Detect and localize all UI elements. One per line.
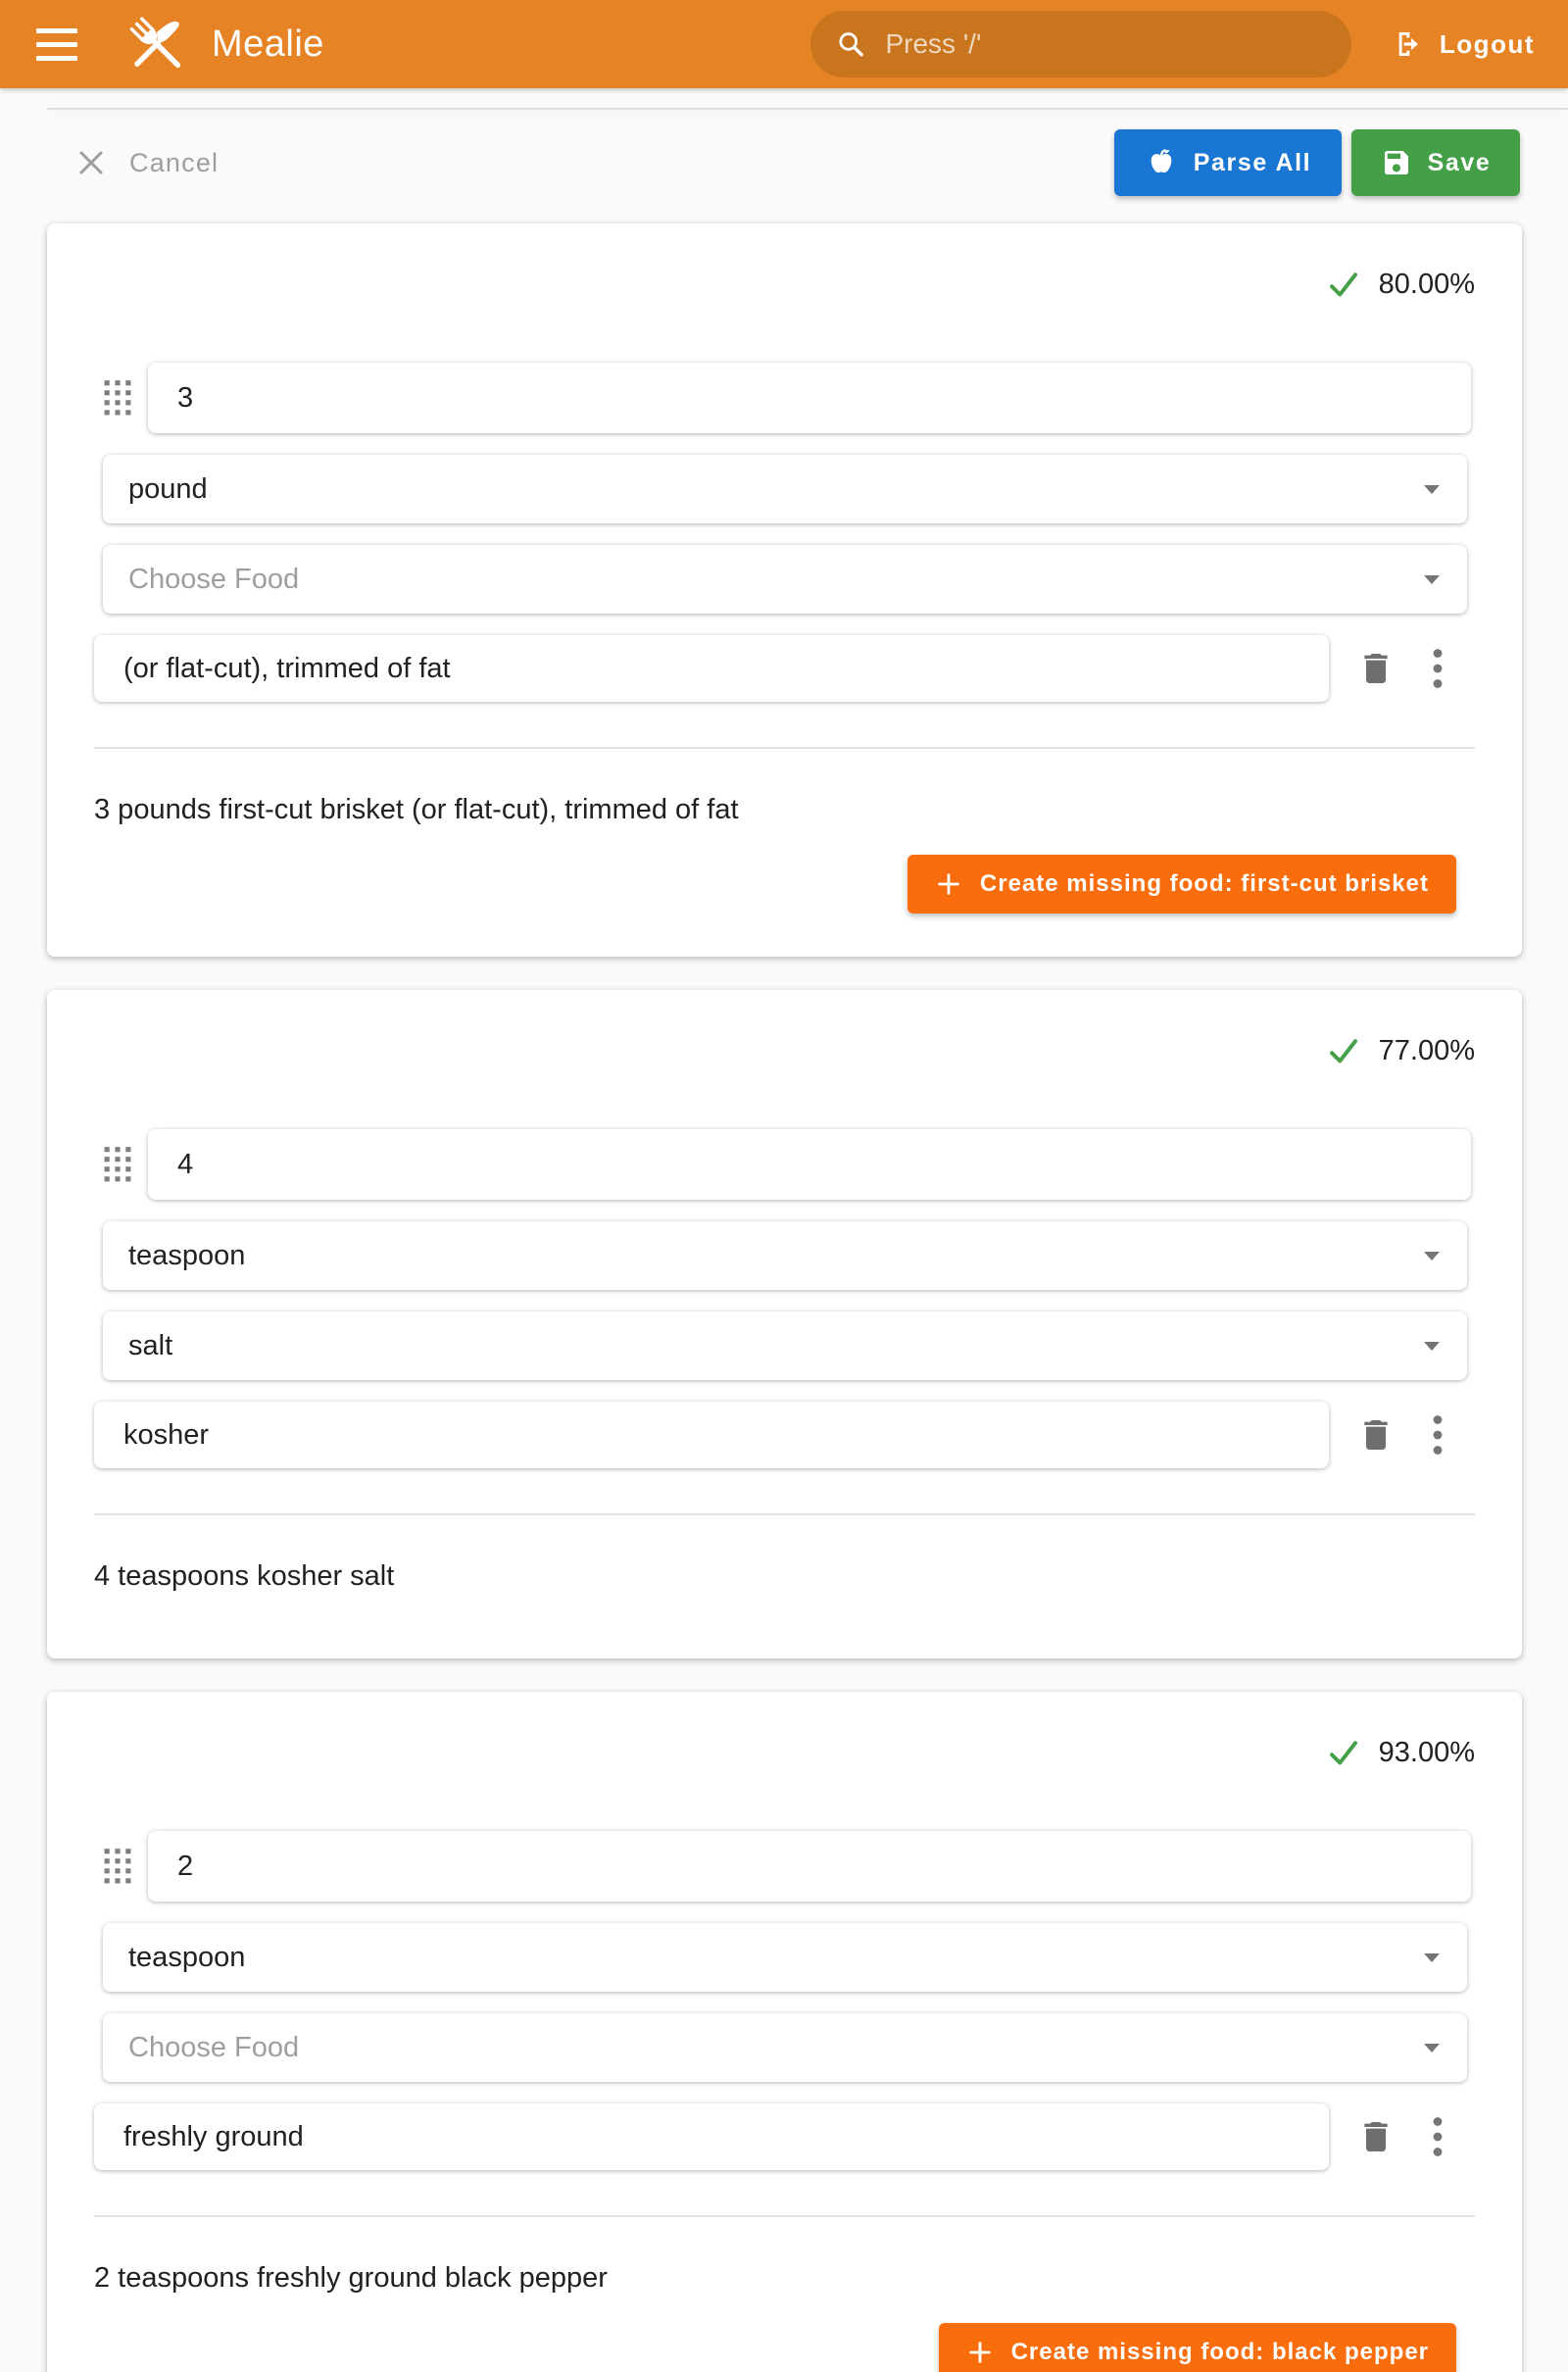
- menu-button[interactable]: [29, 17, 84, 72]
- more-options-button[interactable]: [1431, 647, 1445, 690]
- quantity-row: [103, 1129, 1522, 1200]
- ingredient-card-3: [47, 1692, 1522, 2372]
- close-icon: [76, 148, 106, 177]
- check-icon: [1326, 1033, 1361, 1068]
- unit-row: [103, 455, 1522, 523]
- quantity-input[interactable]: [148, 1129, 1471, 1200]
- delete-ingredient-button[interactable]: [1356, 2117, 1396, 2156]
- unit-select[interactable]: [103, 1923, 1467, 1992]
- unit-value: pound: [128, 472, 208, 505]
- confidence-row: [47, 1033, 1522, 1068]
- save-label: Save: [1427, 148, 1492, 176]
- original-ingredient-text: 4 teaspoons kosher salt: [94, 1560, 395, 1592]
- app-title: Mealie: [212, 23, 324, 65]
- drag-handle[interactable]: [103, 1146, 132, 1183]
- save-button[interactable]: [1351, 129, 1520, 196]
- unit-row: [103, 1923, 1522, 1992]
- original-ingredient-text: 3 pounds first-cut brisket (or flat-cut), trimmed of fat: [94, 794, 739, 825]
- mealie-logo[interactable]: [122, 9, 324, 79]
- food-row: [103, 2013, 1522, 2082]
- food-row: [103, 1311, 1522, 1380]
- note-row: [94, 635, 1522, 702]
- quantity-input[interactable]: [148, 1831, 1471, 1902]
- parser-toolbar: [0, 110, 1568, 198]
- apple-icon: [1145, 146, 1178, 179]
- note-row: [94, 1402, 1522, 1468]
- create-missing-food-button[interactable]: [907, 855, 1456, 914]
- plus-icon: [935, 870, 962, 898]
- hamburger-icon: [36, 28, 77, 33]
- drag-handle[interactable]: [103, 1848, 132, 1885]
- create-missing-food-label: Create missing food: black pepper: [1010, 2339, 1429, 2365]
- chevron-down-icon: [1422, 573, 1442, 585]
- drag-handle-icon: [103, 1146, 132, 1183]
- check-icon: [1326, 1735, 1361, 1770]
- drag-handle-icon: [103, 1848, 132, 1885]
- note-input[interactable]: [94, 635, 1329, 702]
- chevron-down-icon: [1422, 1952, 1442, 1963]
- drag-handle-icon: [103, 379, 132, 417]
- card-divider: [94, 747, 1475, 749]
- unit-value: teaspoon: [128, 1239, 246, 1271]
- confidence-row: [47, 1735, 1522, 1770]
- ingredient-card-2: [47, 990, 1522, 1658]
- food-select[interactable]: [103, 1311, 1467, 1380]
- kebab-icon: [1431, 1413, 1445, 1457]
- fork-knife-icon: [122, 9, 192, 79]
- food-placeholder: Choose Food: [128, 2031, 300, 2063]
- unit-row: [103, 1221, 1522, 1290]
- chevron-down-icon: [1422, 1340, 1442, 1352]
- more-options-button[interactable]: [1431, 1413, 1445, 1457]
- trash-icon: [1356, 2117, 1396, 2156]
- confidence-value: 77.00%: [1378, 1034, 1475, 1066]
- search-input[interactable]: [885, 28, 1325, 60]
- card-divider: [94, 2215, 1475, 2217]
- note-row: [94, 2103, 1522, 2170]
- food-row: [103, 545, 1522, 614]
- card-divider: [94, 1513, 1475, 1515]
- create-missing-food-button[interactable]: [939, 2323, 1456, 2372]
- delete-ingredient-button[interactable]: [1356, 649, 1396, 688]
- search-bar[interactable]: [810, 11, 1351, 77]
- confidence-value: 93.00%: [1378, 1736, 1475, 1768]
- quantity-row: [103, 1831, 1522, 1902]
- create-missing-food-label: Create missing food: first-cut brisket: [979, 870, 1429, 897]
- trash-icon: [1356, 649, 1396, 688]
- kebab-icon: [1431, 647, 1445, 690]
- food-select[interactable]: [103, 2013, 1467, 2082]
- unit-value: teaspoon: [128, 1941, 246, 1973]
- original-ingredient-text: 2 teaspoons freshly ground black pepper: [94, 2262, 608, 2294]
- chevron-down-icon: [1422, 2042, 1442, 2053]
- chevron-down-icon: [1422, 483, 1442, 495]
- app-bar: [0, 0, 1568, 88]
- parse-all-button[interactable]: [1114, 129, 1342, 196]
- food-placeholder: Choose Food: [128, 563, 300, 595]
- quantity-input[interactable]: [148, 363, 1471, 433]
- more-options-button[interactable]: [1431, 2115, 1445, 2158]
- check-icon: [1326, 267, 1361, 302]
- kebab-icon: [1431, 2115, 1445, 2158]
- search-icon: [836, 27, 866, 61]
- note-input[interactable]: [94, 2103, 1329, 2170]
- chevron-down-icon: [1422, 1250, 1442, 1261]
- drag-handle[interactable]: [103, 379, 132, 417]
- save-icon: [1381, 147, 1412, 178]
- logout-button[interactable]: [1393, 28, 1535, 60]
- confidence-row: [47, 267, 1522, 302]
- logout-label: Logout: [1439, 28, 1535, 59]
- delete-ingredient-button[interactable]: [1356, 1415, 1396, 1455]
- plus-icon: [966, 2339, 994, 2366]
- parse-all-label: Parse All: [1193, 148, 1312, 176]
- cancel-label: Cancel: [129, 147, 220, 177]
- food-select[interactable]: [103, 545, 1467, 614]
- cancel-button[interactable]: [76, 148, 219, 178]
- food-value: salt: [128, 1329, 173, 1361]
- logout-icon: [1393, 28, 1424, 60]
- ingredient-card-1: [47, 223, 1522, 957]
- trash-icon: [1356, 1415, 1396, 1455]
- unit-select[interactable]: [103, 455, 1467, 523]
- quantity-row: [103, 363, 1522, 433]
- unit-select[interactable]: [103, 1221, 1467, 1290]
- confidence-value: 80.00%: [1378, 268, 1475, 300]
- note-input[interactable]: [94, 1402, 1329, 1468]
- ingredient-list: [0, 223, 1568, 2372]
